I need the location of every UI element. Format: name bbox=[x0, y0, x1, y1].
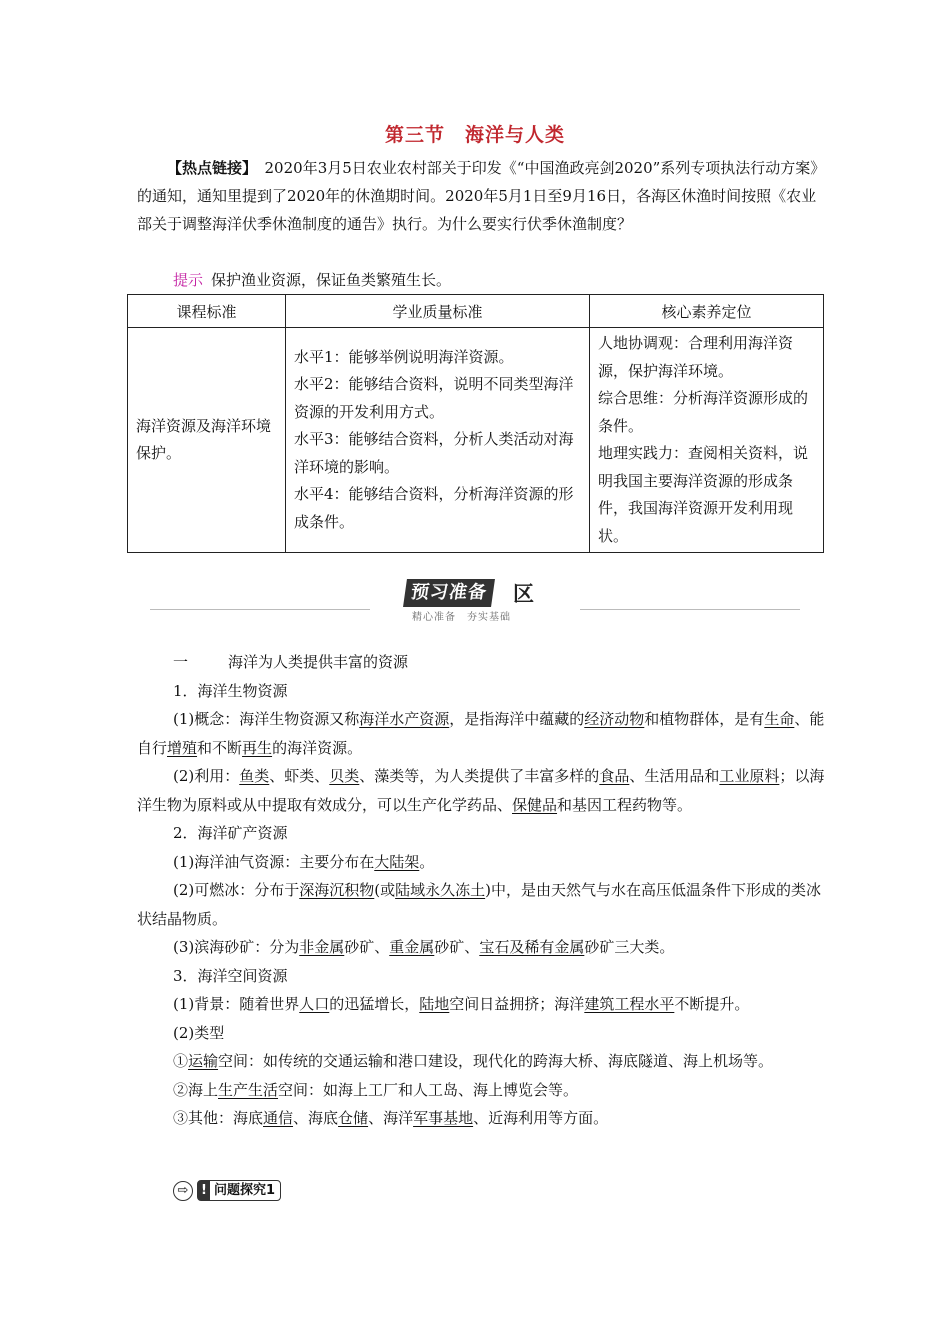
text-run: 和基因工程药物等。 bbox=[557, 795, 693, 814]
bio-heading: 1．海洋生物资源 bbox=[173, 681, 288, 700]
answer-blank: 再生 bbox=[242, 738, 273, 757]
text-run: 、近海利用等方面。 bbox=[473, 1109, 609, 1127]
banner-zone: 区 bbox=[513, 582, 534, 606]
answer-blank: 海洋水产资源 bbox=[359, 710, 450, 728]
mineral-hydrate bbox=[137, 876, 827, 933]
literacy-item-1: 人地协调观：合理利用海洋资源，保护海洋环境。 bbox=[598, 334, 794, 380]
bio-concept bbox=[137, 705, 827, 762]
answer-blank: 食品 bbox=[599, 767, 630, 785]
bio-use bbox=[137, 762, 827, 819]
text-run: ，是指海洋中蕴藏的 bbox=[449, 710, 585, 728]
text-run: (3)滨海砂矿：分为 bbox=[173, 938, 300, 956]
hint-text: 保护渔业资源，保证鱼类繁殖生长。 bbox=[211, 271, 452, 289]
quality-level-1: 水平1：能够举例说明海洋资源。 bbox=[294, 347, 514, 366]
section-number: 一 bbox=[173, 653, 189, 671]
text-run: ③其他：海底 bbox=[173, 1109, 264, 1127]
text-run: 、生活用品和 bbox=[629, 767, 720, 785]
mineral-oil bbox=[137, 848, 827, 877]
space-type-production bbox=[137, 1076, 827, 1105]
question-explore-label: 问题探究1 bbox=[214, 1183, 276, 1198]
banner-divider-right bbox=[580, 609, 800, 610]
text-run: 不断提升。 bbox=[674, 995, 750, 1013]
text-run: 和植物群体，是有 bbox=[644, 710, 765, 728]
answer-blank: 陆域永久冻土 bbox=[395, 881, 486, 899]
answer-blank: 深海沉积物 bbox=[299, 881, 375, 899]
text-run: 。 bbox=[419, 852, 435, 871]
answer-blank: 生产生活 bbox=[218, 1080, 279, 1099]
text-run: 和不断 bbox=[197, 738, 243, 757]
text-run: (2)利用： bbox=[173, 767, 240, 785]
answer-blank: 人口 bbox=[299, 995, 330, 1013]
answer-blank: 增殖 bbox=[167, 738, 198, 757]
space-type-transport bbox=[137, 1047, 827, 1076]
answer-blank: 仓储 bbox=[338, 1109, 369, 1127]
answer-blank: 经济动物 bbox=[584, 710, 645, 728]
answer-blank: 宝石及稀有金属 bbox=[479, 938, 585, 956]
space-type-other bbox=[137, 1104, 827, 1133]
answer-blank: 重金属 bbox=[389, 938, 435, 956]
quality-cell bbox=[286, 328, 590, 553]
answer-blank: 工业原料 bbox=[719, 767, 780, 785]
answer-blank: 建筑工程水平 bbox=[584, 995, 675, 1013]
hint-label: 提示 bbox=[173, 271, 204, 289]
standards-table bbox=[127, 294, 824, 553]
text-run: ；以海洋生物为原料或从中提取有效成分，可以生产化学药品、 bbox=[137, 767, 825, 814]
answer-blank: 贝类 bbox=[329, 767, 360, 785]
answer-blank: 军事基地 bbox=[413, 1109, 474, 1127]
answer-blank: 通信 bbox=[263, 1109, 294, 1127]
text-run: 空间：如传统的交通运输和港口建设，现代化的跨海大桥、海底隧道、海上机场等。 bbox=[218, 1052, 774, 1070]
space-heading: 3．海洋空间资源 bbox=[173, 966, 288, 985]
quality-level-4: 水平4：能够结合资料，分析海洋资源的形成条件。 bbox=[294, 485, 574, 531]
answer-blank: 陆地 bbox=[419, 995, 450, 1013]
text-run: ②海上 bbox=[173, 1080, 219, 1099]
space-background bbox=[137, 990, 827, 1019]
question-explore-marker bbox=[173, 1180, 281, 1202]
header-literacy: 核心素养定位 bbox=[590, 295, 824, 328]
hotlink-paragraph bbox=[137, 154, 827, 238]
answer-blank: 鱼类 bbox=[239, 767, 270, 785]
literacy-item-2: 综合思维：分析海洋资源形成的条件。 bbox=[598, 389, 809, 435]
text-run: 砂矿三大类。 bbox=[584, 938, 675, 956]
header-quality: 学业质量标准 bbox=[286, 295, 590, 328]
arrow-right-icon: ⇨ bbox=[173, 1181, 193, 1201]
text-run: 、能自行 bbox=[137, 710, 825, 757]
mineral-heading: 2．海洋矿产资源 bbox=[173, 824, 288, 842]
table-row bbox=[128, 328, 824, 553]
section-heading bbox=[137, 648, 827, 677]
answer-blank: 生命 bbox=[764, 710, 795, 728]
curriculum-cell: 海洋资源及海洋环境保护。 bbox=[128, 328, 286, 553]
hotlink-label: 【热点链接】 bbox=[167, 159, 250, 177]
mineral-sand bbox=[137, 933, 827, 962]
content-body bbox=[137, 648, 827, 1133]
question-explore-tag bbox=[197, 1180, 281, 1201]
banner-box: 预习准备 bbox=[403, 579, 495, 607]
text-run: 的海洋资源。 bbox=[272, 738, 363, 757]
answer-blank: 非金属 bbox=[299, 938, 345, 956]
answer-blank: 运输 bbox=[188, 1052, 219, 1070]
hint-paragraph bbox=[137, 266, 863, 294]
text-run: 、海洋 bbox=[368, 1109, 414, 1127]
quality-level-3: 水平3：能够结合资料，分析人类活动对海洋环境的影响。 bbox=[294, 430, 574, 476]
literacy-cell bbox=[590, 328, 824, 553]
hotlink-text: 2020年3月5日农业农村部关于印发《“中国渔政亮剑2020”系列专项执法行动方案》的通知，通知里提到了2020年的休渔期时间。2020年5月1日至9月16日，各海区休渔时间按照《农业部关于调整海洋伏季休渔制度的通告》执行。为什么要实行伏季休渔制度？ bbox=[137, 159, 826, 233]
text-run: 的迅猛增长， bbox=[329, 995, 420, 1013]
text-run: ① bbox=[173, 1052, 189, 1070]
text-run: 、虾类、 bbox=[269, 767, 330, 785]
header-curriculum: 课程标准 bbox=[128, 295, 286, 328]
text-run: (1)概念：海洋生物资源又称 bbox=[173, 710, 360, 728]
page-title: 第三节 海洋与人类 bbox=[384, 124, 565, 146]
text-run: 空间日益拥挤；海洋 bbox=[449, 995, 585, 1013]
text-run: (2)可燃冰：分布于 bbox=[173, 881, 300, 899]
text-run: (1)海洋油气资源：主要分布在 bbox=[173, 852, 375, 871]
text-run: )中，是由天然气与水在高压低温条件下形成的类冰状结晶物质。 bbox=[137, 881, 821, 928]
exclamation-icon: ! bbox=[198, 1181, 210, 1200]
answer-blank: 大陆架 bbox=[374, 852, 420, 871]
literacy-item-3: 地理实践力：查阅相关资料，说明我国主要海洋资源的形成条件，我国海洋资源开发利用现状。 bbox=[598, 444, 809, 545]
space-types: (2)类型 bbox=[173, 1023, 225, 1042]
banner-divider-left bbox=[150, 609, 370, 610]
banner-subtitle: 精心准备 夯实基础 bbox=[412, 612, 511, 623]
table-header-row bbox=[128, 295, 824, 328]
answer-blank: 保健品 bbox=[512, 795, 558, 814]
text-run: 、海底 bbox=[293, 1109, 339, 1127]
text-run: (或 bbox=[374, 881, 396, 899]
text-run: 、藻类等，为人类提供了丰富多样的 bbox=[359, 767, 600, 785]
section-title: 海洋为人类提供丰富的资源 bbox=[228, 653, 409, 671]
quality-level-2: 水平2：能够结合资料，说明不同类型海洋资源的开发利用方式。 bbox=[294, 375, 574, 421]
text-run: 空间：如海上工厂和人工岛、海上博览会等。 bbox=[278, 1080, 579, 1099]
text-run: 砂矿、 bbox=[434, 938, 480, 956]
text-run: (1)背景：随着世界 bbox=[173, 995, 300, 1013]
preview-banner bbox=[150, 575, 800, 623]
text-run: 砂矿、 bbox=[344, 938, 390, 956]
